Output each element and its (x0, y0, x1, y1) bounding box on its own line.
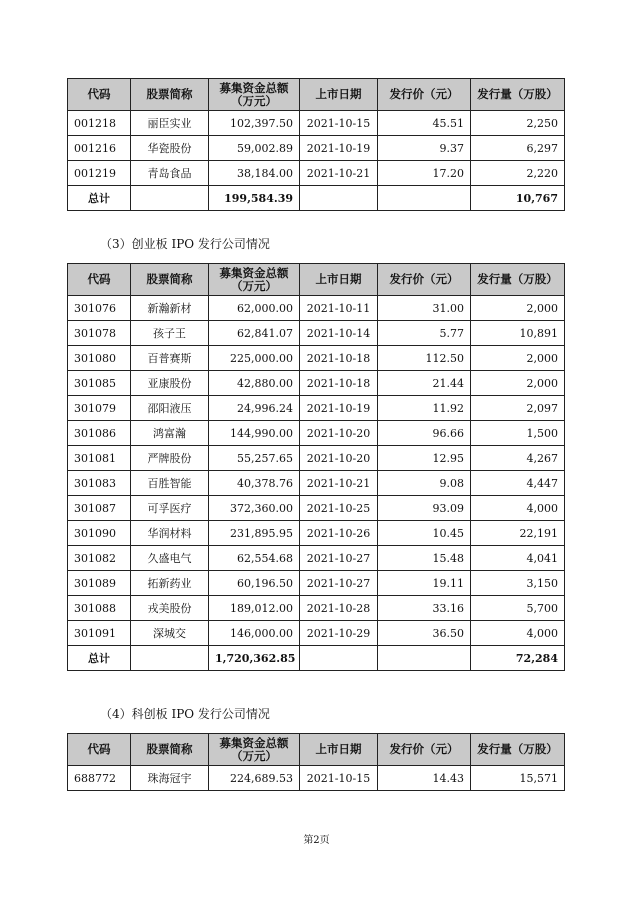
cell-volume: 3,150 (471, 571, 565, 596)
cell-amount: 372,360.00 (209, 496, 300, 521)
cell-code: 301082 (68, 546, 131, 571)
cell-amount: 60,196.50 (209, 571, 300, 596)
cell-amount: 62,841.07 (209, 321, 300, 346)
cell-date: 2021-10-28 (300, 596, 378, 621)
cell-price: 93.09 (378, 496, 471, 521)
header-volume: 发行量（万股） (471, 734, 565, 766)
cell-name: 丽臣实业 (131, 111, 209, 136)
table-row (68, 446, 565, 471)
cell-price: 9.37 (378, 136, 471, 161)
cell-name: 亚康股份 (131, 371, 209, 396)
header-price: 发行价（元） (378, 79, 471, 111)
cell-amount: 24,996.24 (209, 396, 300, 421)
total-label: 总计 (68, 646, 131, 671)
cell-date: 2021-10-20 (300, 446, 378, 471)
header-date: 上市日期 (300, 734, 378, 766)
cell-volume: 4,447 (471, 471, 565, 496)
cell-price: 17.20 (378, 161, 471, 186)
ipo-table-star-market (67, 733, 565, 791)
cell-volume: 4,041 (471, 546, 565, 571)
cell-name: 深城交 (131, 621, 209, 646)
cell-date: 2021-10-21 (300, 161, 378, 186)
header-volume: 发行量（万股） (471, 264, 565, 296)
cell-price: 5.77 (378, 321, 471, 346)
total-empty (131, 646, 209, 671)
cell-date: 2021-10-25 (300, 496, 378, 521)
cell-date: 2021-10-19 (300, 136, 378, 161)
cell-name: 百胜智能 (131, 471, 209, 496)
cell-date: 2021-10-15 (300, 111, 378, 136)
cell-date: 2021-10-27 (300, 546, 378, 571)
cell-volume: 6,297 (471, 136, 565, 161)
ipo-table-chinext (67, 263, 565, 671)
total-empty (378, 646, 471, 671)
total-empty (378, 186, 471, 211)
table-row (68, 111, 565, 136)
header-code: 代码 (68, 79, 131, 111)
cell-price: 96.66 (378, 421, 471, 446)
table-header-row (68, 264, 565, 296)
table-row (68, 161, 565, 186)
cell-volume: 4,000 (471, 496, 565, 521)
cell-name: 邵阳液压 (131, 396, 209, 421)
cell-price: 15.48 (378, 546, 471, 571)
cell-code: 001219 (68, 161, 131, 186)
cell-price: 19.11 (378, 571, 471, 596)
cell-date: 2021-10-20 (300, 421, 378, 446)
cell-name: 华润材料 (131, 521, 209, 546)
cell-code: 301080 (68, 346, 131, 371)
cell-price: 21.44 (378, 371, 471, 396)
cell-date: 2021-10-19 (300, 396, 378, 421)
header-amount (209, 79, 300, 111)
cell-code: 301090 (68, 521, 131, 546)
total-amount: 1,720,362.85 (209, 646, 300, 671)
table-row (68, 296, 565, 321)
cell-date: 2021-10-27 (300, 571, 378, 596)
cell-code: 301087 (68, 496, 131, 521)
cell-volume: 15,571 (471, 766, 565, 791)
cell-volume: 2,097 (471, 396, 565, 421)
ipo-table-main-board (67, 78, 565, 211)
cell-name: 新瀚新材 (131, 296, 209, 321)
cell-price: 45.51 (378, 111, 471, 136)
cell-price: 9.08 (378, 471, 471, 496)
cell-volume: 4,000 (471, 621, 565, 646)
table-header-row (68, 79, 565, 111)
table-row (68, 346, 565, 371)
cell-date: 2021-10-26 (300, 521, 378, 546)
cell-amount: 144,990.00 (209, 421, 300, 446)
header-date: 上市日期 (300, 79, 378, 111)
cell-code: 301088 (68, 596, 131, 621)
total-amount: 199,584.39 (209, 186, 300, 211)
table-row (68, 471, 565, 496)
total-row (68, 186, 565, 211)
header-amount-line1: 募集资金总额 (219, 265, 289, 280)
cell-code: 301081 (68, 446, 131, 471)
cell-code: 301076 (68, 296, 131, 321)
header-date: 上市日期 (300, 264, 378, 296)
total-label: 总计 (68, 186, 131, 211)
header-amount-line1: 募集资金总额 (219, 80, 289, 95)
cell-name: 百普赛斯 (131, 346, 209, 371)
table-row (68, 396, 565, 421)
cell-price: 33.16 (378, 596, 471, 621)
cell-code: 301089 (68, 571, 131, 596)
cell-price: 14.43 (378, 766, 471, 791)
cell-amount: 225,000.00 (209, 346, 300, 371)
cell-amount: 146,000.00 (209, 621, 300, 646)
table-row (68, 596, 565, 621)
cell-code: 688772 (68, 766, 131, 791)
cell-amount: 59,002.89 (209, 136, 300, 161)
cell-code: 301086 (68, 421, 131, 446)
table-row (68, 321, 565, 346)
cell-date: 2021-10-21 (300, 471, 378, 496)
table-row (68, 546, 565, 571)
cell-volume: 2,000 (471, 346, 565, 371)
section-title-star-market: （4）科创板 IPO 发行公司情况 (100, 707, 270, 721)
total-empty (131, 186, 209, 211)
header-name: 股票简称 (131, 79, 209, 111)
cell-amount: 38,184.00 (209, 161, 300, 186)
table-row (68, 136, 565, 161)
cell-date: 2021-10-18 (300, 346, 378, 371)
table-row (68, 371, 565, 396)
header-amount-line2: （万元） (231, 93, 277, 108)
cell-amount: 189,012.00 (209, 596, 300, 621)
cell-volume: 1,500 (471, 421, 565, 446)
table-row (68, 766, 565, 791)
cell-code: 301079 (68, 396, 131, 421)
cell-code: 301078 (68, 321, 131, 346)
cell-date: 2021-10-14 (300, 321, 378, 346)
header-amount-line2: （万元） (231, 278, 277, 293)
header-code: 代码 (68, 734, 131, 766)
cell-date: 2021-10-29 (300, 621, 378, 646)
cell-date: 2021-10-18 (300, 371, 378, 396)
table-row (68, 421, 565, 446)
cell-amount: 224,689.53 (209, 766, 300, 791)
total-volume: 10,767 (471, 186, 565, 211)
total-empty (300, 186, 378, 211)
table-row (68, 571, 565, 596)
table-header-row (68, 734, 565, 766)
cell-date: 2021-10-11 (300, 296, 378, 321)
cell-name: 严牌股份 (131, 446, 209, 471)
cell-date: 2021-10-15 (300, 766, 378, 791)
header-amount-line2: （万元） (231, 748, 277, 763)
cell-name: 珠海冠宇 (131, 766, 209, 791)
total-volume: 72,284 (471, 646, 565, 671)
header-amount (209, 734, 300, 766)
header-name: 股票简称 (131, 734, 209, 766)
total-empty (300, 646, 378, 671)
cell-name: 久盛电气 (131, 546, 209, 571)
cell-amount: 62,000.00 (209, 296, 300, 321)
cell-name: 孩子王 (131, 321, 209, 346)
section-title-chinext: （3）创业板 IPO 发行公司情况 (100, 237, 270, 251)
cell-amount: 102,397.50 (209, 111, 300, 136)
header-name: 股票简称 (131, 264, 209, 296)
table-row (68, 496, 565, 521)
cell-name: 青岛食品 (131, 161, 209, 186)
cell-volume: 2,000 (471, 296, 565, 321)
page-number: 第2页 (303, 835, 330, 846)
cell-volume: 4,267 (471, 446, 565, 471)
cell-volume: 22,191 (471, 521, 565, 546)
cell-code: 301085 (68, 371, 131, 396)
total-row (68, 646, 565, 671)
cell-code: 001216 (68, 136, 131, 161)
header-amount (209, 264, 300, 296)
cell-price: 36.50 (378, 621, 471, 646)
header-price: 发行价（元） (378, 264, 471, 296)
cell-code: 301091 (68, 621, 131, 646)
cell-price: 12.95 (378, 446, 471, 471)
cell-price: 11.92 (378, 396, 471, 421)
cell-volume: 2,000 (471, 371, 565, 396)
cell-name: 拓新药业 (131, 571, 209, 596)
cell-price: 112.50 (378, 346, 471, 371)
table-row (68, 521, 565, 546)
cell-amount: 62,554.68 (209, 546, 300, 571)
table-row (68, 621, 565, 646)
cell-amount: 40,378.76 (209, 471, 300, 496)
cell-volume: 10,891 (471, 321, 565, 346)
cell-name: 鸿富瀚 (131, 421, 209, 446)
cell-name: 可孚医疗 (131, 496, 209, 521)
header-amount-line1: 募集资金总额 (219, 735, 289, 750)
cell-volume: 2,250 (471, 111, 565, 136)
cell-name: 华瓷股份 (131, 136, 209, 161)
cell-price: 10.45 (378, 521, 471, 546)
cell-volume: 5,700 (471, 596, 565, 621)
cell-code: 001218 (68, 111, 131, 136)
header-code: 代码 (68, 264, 131, 296)
cell-amount: 231,895.95 (209, 521, 300, 546)
cell-amount: 42,880.00 (209, 371, 300, 396)
header-price: 发行价（元） (378, 734, 471, 766)
cell-code: 301083 (68, 471, 131, 496)
cell-price: 31.00 (378, 296, 471, 321)
header-volume: 发行量（万股） (471, 79, 565, 111)
table-body (68, 296, 565, 671)
cell-name: 戎美股份 (131, 596, 209, 621)
cell-volume: 2,220 (471, 161, 565, 186)
cell-amount: 55,257.65 (209, 446, 300, 471)
